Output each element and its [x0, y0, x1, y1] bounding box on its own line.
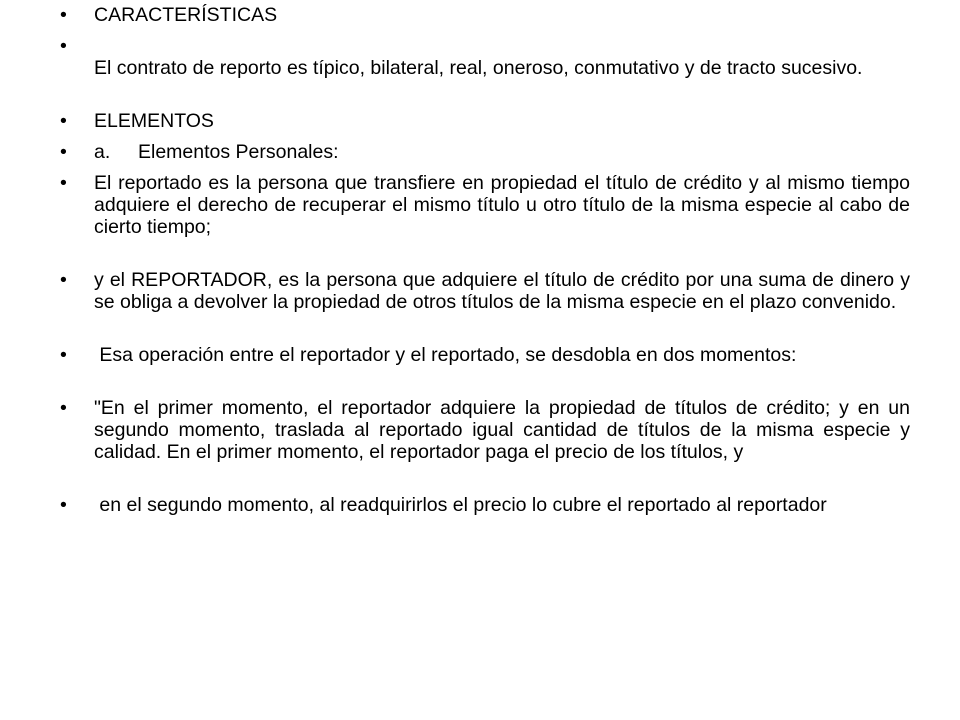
bullet-dot: •: [60, 344, 67, 366]
bullet-dot: •: [60, 172, 67, 194]
heading-elementos: ELEMENTOS: [94, 110, 214, 132]
primer-momento-text: "En el primer momento, el reportador adquiere la propiedad de títulos de crédito; y en un segundo momento, traslada al reportado igual cantidad de títulos de la misma especie y calidad. En el primer momento, el reportador paga el precio de los títulos, y: [94, 397, 910, 463]
list-item-reportador: [60, 269, 910, 313]
list-item-reportado: [60, 172, 910, 238]
segundo-momento-text: en el segundo momento, al readquirirlos el precio lo cubre el reportado al reportador: [94, 494, 827, 516]
heading-caracteristicas: CARACTERÍSTICAS: [94, 4, 278, 26]
operacion-text: Esa operación entre el reportador y el reportado, se desdobla en dos momentos:: [94, 344, 797, 366]
empty-line: [94, 35, 910, 57]
bullet-dot: •: [60, 35, 67, 57]
list-item-primer-momento: [60, 397, 910, 463]
list-item-elementos: [60, 110, 910, 132]
bullet-dot: •: [60, 494, 67, 516]
list-item-contrato: [60, 35, 910, 79]
list-item-operacion: [60, 344, 910, 366]
item-letter: a.: [94, 141, 111, 163]
bullet-dot: •: [60, 141, 67, 163]
bullet-dot: •: [60, 397, 67, 419]
list-item-segundo-momento: [60, 494, 910, 516]
bullet-dot: •: [60, 110, 67, 132]
bullet-list: [60, 4, 910, 516]
bullet-dot: •: [60, 269, 67, 291]
reportado-definition: El reportado es la persona que transfiere en propiedad el título de crédito y al mismo tiempo adquiere el derecho de recuperar el mismo título u otro título de la misma especie al cabo de cierto tiempo;: [94, 172, 910, 238]
subheading-elementos-personales: Elementos Personales:: [138, 141, 339, 163]
reportador-definition: y el REPORTADOR, es la persona que adquiere el título de crédito por una suma de dinero y se obliga a devolver la propiedad de otros títulos de la misma especie en el plazo convenido.: [94, 269, 910, 313]
contrato-description: El contrato de reporto es típico, bilateral, real, oneroso, conmutativo y de tracto sucesivo.: [94, 57, 863, 79]
list-item-caracteristicas: [60, 4, 910, 26]
list-item-elementos-personales: [60, 141, 910, 163]
bullet-dot: •: [60, 4, 67, 26]
